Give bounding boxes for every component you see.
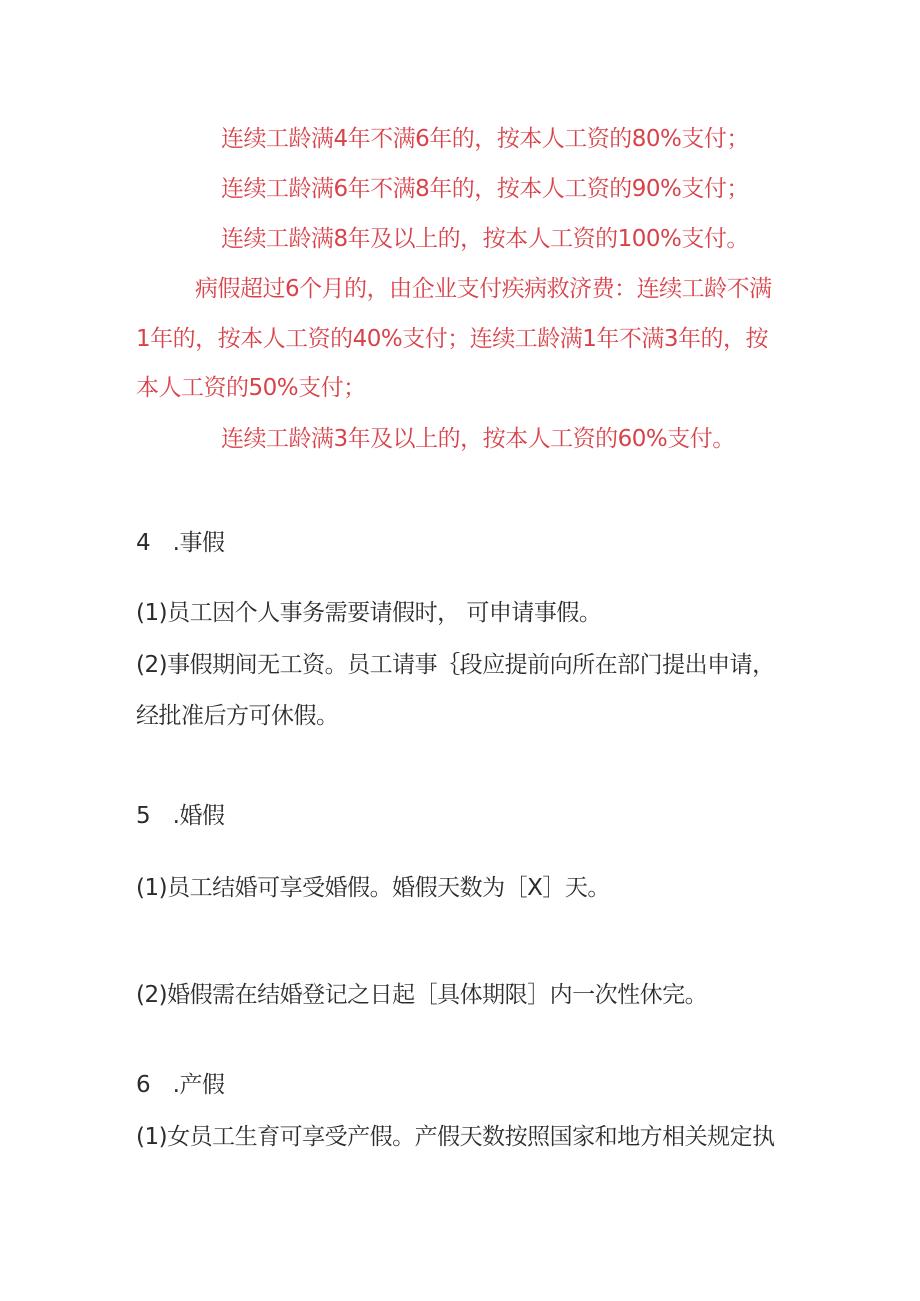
sick-relief-paragraph-line-1: 病假超过6个月的，由企业支付疾病救济费：连续工龄不满	[195, 276, 772, 302]
personal-leave-item-1: (1)员工因个人事务需要请假时， 可申请事假。	[136, 600, 602, 626]
marriage-leave-heading: 5 .婚假	[136, 803, 225, 829]
sick-pay-4-to-6-years: 连续工龄满4年不满6年的，按本人工资的80%支付；	[221, 126, 749, 152]
personal-leave-item-2-line-2: 经批准后方可休假。	[136, 703, 339, 729]
marriage-leave-item-1: (1)员工结婚可享受婚假。婚假天数为［X］天。	[136, 875, 610, 901]
personal-leave-item-2-line-1: (2)事假期间无工资。员工请事｛段应提前向所在部门提出申请，	[136, 652, 775, 678]
marriage-leave-item-2: (2)婚假需在结婚登记之日起［具体期限］内一次性休完。	[136, 982, 708, 1008]
sick-pay-8-plus-years: 连续工龄满8年及以上的，按本人工资的100%支付。	[221, 226, 749, 252]
personal-leave-heading: 4 .事假	[136, 530, 225, 556]
sick-pay-6-to-8-years: 连续工龄满6年不满8年的，按本人工资的90%支付；	[221, 176, 749, 202]
maternity-leave-heading: 6 .产假	[136, 1072, 225, 1098]
maternity-leave-item-1: (1)女员工生育可享受产假。产假天数按照国家和地方相关规定执	[136, 1124, 775, 1150]
sick-relief-3-plus-years: 连续工龄满3年及以上的，按本人工资的60%支付。	[221, 426, 735, 452]
sick-relief-paragraph-line-3: 本人工资的50%支付；	[136, 375, 366, 401]
sick-relief-paragraph-line-2: 1年的，按本人工资的40%支付；连续工龄满1年不满3年的，按	[136, 326, 769, 352]
